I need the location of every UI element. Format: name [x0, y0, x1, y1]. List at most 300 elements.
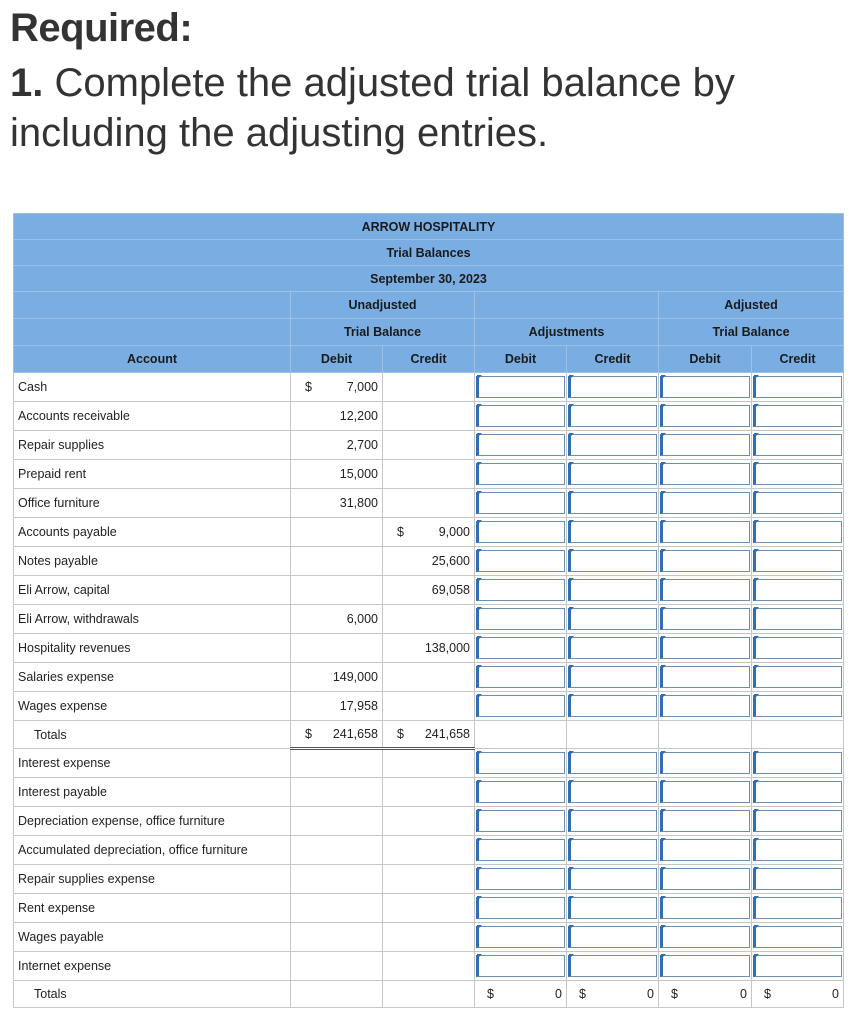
unadj-debit-amount: [291, 518, 383, 547]
adj-debit-input[interactable]: [476, 550, 565, 572]
adj-credit-cell: [567, 402, 659, 431]
currency-symbol: $: [397, 727, 404, 741]
currency-symbol: $: [671, 987, 678, 1001]
account-name: Eli Arrow, capital: [14, 576, 291, 605]
unadj-credit-amount: [383, 373, 475, 402]
table-row: [14, 518, 844, 547]
account-name: Hospitality revenues: [14, 634, 291, 663]
adj-debit-cell: [475, 663, 567, 692]
adj-credit-cell: [567, 634, 659, 663]
adj-credit-cell: [567, 749, 659, 778]
adj-credit-cell: [567, 952, 659, 981]
entry-marker-icon: [477, 954, 482, 959]
atb-debit-input[interactable]: [660, 405, 750, 427]
adj-credit-input[interactable]: [568, 752, 657, 774]
adj-credit-cell: [567, 663, 659, 692]
amount: 0: [832, 987, 839, 1001]
entry-marker-icon: [477, 665, 482, 670]
entry-marker-icon: [477, 491, 482, 496]
table-row: [14, 836, 844, 865]
col-account: Account: [14, 346, 291, 373]
atb-credit-input[interactable]: [753, 695, 842, 717]
trial-balance-table: [13, 213, 844, 1008]
atb-credit-input[interactable]: [753, 926, 842, 948]
atb-credit-cell: [752, 865, 844, 894]
atb-debit-input[interactable]: [660, 810, 750, 832]
adj-debit-input[interactable]: [476, 521, 565, 543]
atb-debit-input[interactable]: [660, 637, 750, 659]
entry-marker-icon: [661, 954, 666, 959]
unadj-debit-amount: [291, 576, 383, 605]
entry-marker-icon: [661, 578, 666, 583]
col-adj-credit: Credit: [567, 346, 659, 373]
table-row: [14, 923, 844, 952]
atb-debit-input[interactable]: [660, 926, 750, 948]
adj-debit-input[interactable]: [476, 897, 565, 919]
adj-debit-input[interactable]: [476, 926, 565, 948]
entry-marker-icon: [661, 751, 666, 756]
entry-marker-icon: [477, 636, 482, 641]
adj-credit-input[interactable]: [568, 695, 657, 717]
entry-marker-icon: [754, 578, 759, 583]
adj-credit-cell: [567, 431, 659, 460]
totals-label: Totals: [14, 981, 291, 1008]
adj-debit-input[interactable]: [476, 463, 565, 485]
adj-debit-cell: [475, 952, 567, 981]
item-text: Complete the adjusted trial balance by including the adjusting entries.: [10, 61, 735, 155]
entry-marker-icon: [661, 433, 666, 438]
entry-marker-icon: [754, 751, 759, 756]
atb-debit-total: [659, 981, 752, 1008]
adj-credit-input[interactable]: [568, 955, 657, 977]
adj-debit-cell: [475, 576, 567, 605]
atb-credit-input[interactable]: [753, 897, 842, 919]
table-row: [14, 402, 844, 431]
entry-marker-icon: [754, 694, 759, 699]
atb-debit-input[interactable]: [660, 839, 750, 861]
group-adjustments: Adjustments: [475, 319, 659, 346]
adj-credit-cell: [567, 778, 659, 807]
final-totals-row: [14, 981, 844, 1008]
group-unadjusted-tb: Trial Balance: [291, 319, 475, 346]
col-unadj-debit: Debit: [291, 346, 383, 373]
atb-credit-cell: [752, 460, 844, 489]
entry-marker-icon: [569, 694, 574, 699]
atb-credit-cell: [752, 778, 844, 807]
entry-marker-icon: [477, 925, 482, 930]
adj-debit-input[interactable]: [476, 752, 565, 774]
blank-cell: [659, 721, 752, 749]
account-name: Internet expense: [14, 952, 291, 981]
atb-credit-input[interactable]: [753, 810, 842, 832]
amount: 241,658: [424, 727, 470, 741]
table-row: [14, 547, 844, 576]
atb-credit-cell: [752, 431, 844, 460]
adj-credit-cell: [567, 923, 659, 952]
account-name: Rent expense: [14, 894, 291, 923]
atb-debit-cell: [659, 489, 752, 518]
group-adjusted: Adjusted: [659, 292, 844, 319]
blank-cell: [475, 721, 567, 749]
item-number: 1.: [10, 61, 44, 105]
adj-debit-input[interactable]: [476, 868, 565, 890]
blank-cell: [383, 923, 475, 952]
atb-debit-input[interactable]: [660, 608, 750, 630]
adj-debit-cell: [475, 402, 567, 431]
atb-debit-input[interactable]: [660, 579, 750, 601]
blank-cell: [291, 836, 383, 865]
totals-label: Totals: [14, 721, 291, 749]
currency-symbol: $: [764, 987, 771, 1001]
required-heading: Required:: [10, 6, 193, 50]
entry-marker-icon: [569, 838, 574, 843]
atb-credit-cell: [752, 923, 844, 952]
adj-debit-input[interactable]: [476, 955, 565, 977]
atb-debit-cell: [659, 431, 752, 460]
adj-debit-input[interactable]: [476, 608, 565, 630]
entry-marker-icon: [661, 867, 666, 872]
table-row: [14, 952, 844, 981]
atb-credit-input[interactable]: [753, 579, 842, 601]
atb-debit-input[interactable]: [660, 868, 750, 890]
entry-marker-icon: [754, 809, 759, 814]
account-name: Prepaid rent: [14, 460, 291, 489]
adj-credit-cell: [567, 865, 659, 894]
entry-marker-icon: [661, 607, 666, 612]
atb-debit-input[interactable]: [660, 752, 750, 774]
table-row: [14, 807, 844, 836]
atb-credit-input[interactable]: [753, 752, 842, 774]
unadj-debit-total: [291, 721, 383, 749]
adj-debit-input[interactable]: [476, 695, 565, 717]
adj-credit-input[interactable]: [568, 463, 657, 485]
adj-debit-input[interactable]: [476, 637, 565, 659]
currency-symbol: $: [305, 727, 312, 741]
entry-marker-icon: [754, 780, 759, 785]
atb-credit-cell: [752, 634, 844, 663]
entry-marker-icon: [754, 404, 759, 409]
entry-marker-icon: [569, 896, 574, 901]
atb-credit-input[interactable]: [753, 492, 842, 514]
adj-credit-total: [567, 981, 659, 1008]
amount: 149,000: [332, 670, 378, 684]
adj-debit-input[interactable]: [476, 781, 565, 803]
blank-cell: [291, 778, 383, 807]
entry-marker-icon: [661, 549, 666, 554]
unadj-credit-amount: [383, 402, 475, 431]
table-row: [14, 373, 844, 402]
entry-marker-icon: [569, 404, 574, 409]
adj-debit-input[interactable]: [476, 839, 565, 861]
unadj-debit-amount: [291, 373, 383, 402]
adj-debit-input[interactable]: [476, 666, 565, 688]
unadj-credit-amount: [383, 547, 475, 576]
atb-credit-input[interactable]: [753, 463, 842, 485]
atb-credit-input[interactable]: [753, 608, 842, 630]
entry-marker-icon: [477, 549, 482, 554]
atb-debit-cell: [659, 923, 752, 952]
adj-credit-input[interactable]: [568, 405, 657, 427]
account-name: Notes payable: [14, 547, 291, 576]
entry-marker-icon: [661, 925, 666, 930]
entry-marker-icon: [754, 954, 759, 959]
entry-marker-icon: [477, 867, 482, 872]
adj-debit-cell: [475, 373, 567, 402]
account-name: Accounts receivable: [14, 402, 291, 431]
atb-debit-cell: [659, 402, 752, 431]
amount: 69,058: [431, 583, 470, 597]
header-blank: [14, 319, 291, 346]
entry-marker-icon: [754, 665, 759, 670]
adj-credit-cell: [567, 894, 659, 923]
amount: 17,958: [339, 699, 378, 713]
entry-marker-icon: [661, 404, 666, 409]
entry-marker-icon: [661, 780, 666, 785]
amount: 31,800: [339, 496, 378, 510]
entry-marker-icon: [569, 780, 574, 785]
unadj-credit-amount: [383, 576, 475, 605]
table-row: [14, 865, 844, 894]
blank-cell: [291, 807, 383, 836]
adj-credit-input[interactable]: [568, 637, 657, 659]
table-row: [14, 605, 844, 634]
atb-credit-input[interactable]: [753, 550, 842, 572]
adj-credit-input[interactable]: [568, 376, 657, 398]
atb-debit-input[interactable]: [660, 666, 750, 688]
blank-cell: [383, 778, 475, 807]
amount: 241,658: [332, 727, 378, 741]
entry-marker-icon: [477, 838, 482, 843]
amount: 0: [740, 987, 747, 1001]
entry-marker-icon: [477, 375, 482, 380]
atb-credit-cell: [752, 692, 844, 721]
entry-marker-icon: [661, 491, 666, 496]
adj-credit-input[interactable]: [568, 434, 657, 456]
table-row: [14, 431, 844, 460]
atb-debit-cell: [659, 952, 752, 981]
entry-marker-icon: [661, 636, 666, 641]
col-atb-credit: Credit: [752, 346, 844, 373]
adj-debit-cell: [475, 460, 567, 489]
atb-debit-input[interactable]: [660, 695, 750, 717]
entry-marker-icon: [661, 665, 666, 670]
amount: 12,200: [339, 409, 378, 423]
atb-debit-cell: [659, 605, 752, 634]
adj-credit-cell: [567, 460, 659, 489]
atb-credit-input[interactable]: [753, 376, 842, 398]
unadj-debit-amount: [291, 663, 383, 692]
blank-cell: [291, 865, 383, 894]
blank-cell: [383, 836, 475, 865]
entry-marker-icon: [754, 838, 759, 843]
blank-cell: [383, 894, 475, 923]
table-row: [14, 489, 844, 518]
atb-debit-cell: [659, 373, 752, 402]
adj-credit-input[interactable]: [568, 810, 657, 832]
entry-marker-icon: [569, 636, 574, 641]
adj-credit-cell: [567, 489, 659, 518]
adj-debit-cell: [475, 431, 567, 460]
entry-marker-icon: [477, 607, 482, 612]
adj-credit-input[interactable]: [568, 926, 657, 948]
adj-debit-input[interactable]: [476, 810, 565, 832]
adj-credit-input[interactable]: [568, 781, 657, 803]
atb-debit-cell: [659, 547, 752, 576]
adj-credit-cell: [567, 807, 659, 836]
adj-debit-cell: [475, 923, 567, 952]
header-blank: [14, 292, 291, 319]
table-row: [14, 749, 844, 778]
entry-marker-icon: [569, 867, 574, 872]
adj-credit-cell: [567, 576, 659, 605]
atb-debit-cell: [659, 778, 752, 807]
atb-debit-input[interactable]: [660, 550, 750, 572]
atb-credit-input[interactable]: [753, 839, 842, 861]
table-row: [14, 663, 844, 692]
amount: 9,000: [438, 525, 470, 539]
entry-marker-icon: [477, 433, 482, 438]
atb-credit-input[interactable]: [753, 521, 842, 543]
table-row: [14, 634, 844, 663]
entry-marker-icon: [661, 520, 666, 525]
atb-debit-input[interactable]: [660, 376, 750, 398]
entry-marker-icon: [477, 578, 482, 583]
entry-marker-icon: [754, 375, 759, 380]
entry-marker-icon: [569, 375, 574, 380]
account-name: Office furniture: [14, 489, 291, 518]
group-adjusted-tb: Trial Balance: [659, 319, 844, 346]
atb-credit-cell: [752, 518, 844, 547]
atb-credit-input[interactable]: [753, 781, 842, 803]
adj-credit-input[interactable]: [568, 839, 657, 861]
adj-credit-input[interactable]: [568, 492, 657, 514]
blank-cell: [291, 923, 383, 952]
atb-credit-cell: [752, 836, 844, 865]
atb-debit-input[interactable]: [660, 521, 750, 543]
unadj-credit-amount: [383, 518, 475, 547]
unadj-debit-amount: [291, 460, 383, 489]
entry-marker-icon: [754, 925, 759, 930]
atb-debit-input[interactable]: [660, 463, 750, 485]
entry-marker-icon: [661, 375, 666, 380]
adj-credit-input[interactable]: [568, 550, 657, 572]
atb-credit-cell: [752, 807, 844, 836]
atb-credit-cell: [752, 489, 844, 518]
adj-debit-cell: [475, 807, 567, 836]
adj-debit-input[interactable]: [476, 376, 565, 398]
adj-debit-input[interactable]: [476, 405, 565, 427]
adj-debit-cell: [475, 605, 567, 634]
adj-debit-input[interactable]: [476, 492, 565, 514]
entry-marker-icon: [569, 433, 574, 438]
entry-marker-icon: [754, 607, 759, 612]
unadj-debit-amount: [291, 547, 383, 576]
entry-marker-icon: [569, 520, 574, 525]
blank-cell: [383, 749, 475, 778]
account-name: Accumulated depreciation, office furniture: [14, 836, 291, 865]
adj-credit-cell: [567, 547, 659, 576]
atb-credit-input[interactable]: [753, 637, 842, 659]
account-name: Interest payable: [14, 778, 291, 807]
atb-credit-input[interactable]: [753, 405, 842, 427]
adj-credit-input[interactable]: [568, 521, 657, 543]
atb-debit-cell: [659, 634, 752, 663]
unadj-credit-amount: [383, 460, 475, 489]
adj-credit-cell: [567, 692, 659, 721]
amount: 0: [647, 987, 654, 1001]
unadj-debit-amount: [291, 634, 383, 663]
entry-marker-icon: [477, 694, 482, 699]
adj-debit-input[interactable]: [476, 579, 565, 601]
adj-credit-input[interactable]: [568, 897, 657, 919]
atb-debit-input[interactable]: [660, 781, 750, 803]
col-adj-debit: Debit: [475, 346, 567, 373]
atb-debit-input[interactable]: [660, 434, 750, 456]
unadj-credit-total: [383, 721, 475, 749]
atb-debit-input[interactable]: [660, 955, 750, 977]
entry-marker-icon: [569, 925, 574, 930]
table-row: [14, 778, 844, 807]
unadj-credit-amount: [383, 489, 475, 518]
adj-credit-input[interactable]: [568, 666, 657, 688]
entry-marker-icon: [477, 520, 482, 525]
atb-debit-input[interactable]: [660, 897, 750, 919]
atb-credit-cell: [752, 894, 844, 923]
entry-marker-icon: [754, 549, 759, 554]
entry-marker-icon: [569, 954, 574, 959]
entry-marker-icon: [661, 896, 666, 901]
entry-marker-icon: [754, 491, 759, 496]
amount: 2,700: [346, 438, 378, 452]
blank-cell: [383, 981, 475, 1008]
account-name: Wages expense: [14, 692, 291, 721]
adj-credit-cell: [567, 373, 659, 402]
atb-credit-input[interactable]: [753, 434, 842, 456]
col-unadj-credit: Credit: [383, 346, 475, 373]
adj-debit-cell: [475, 836, 567, 865]
adj-credit-input[interactable]: [568, 608, 657, 630]
blank-cell: [291, 952, 383, 981]
currency-symbol: $: [487, 987, 494, 1001]
atb-credit-input[interactable]: [753, 868, 842, 890]
blank-cell: [383, 807, 475, 836]
adj-debit-cell: [475, 518, 567, 547]
entry-marker-icon: [754, 896, 759, 901]
atb-credit-cell: [752, 749, 844, 778]
col-atb-debit: Debit: [659, 346, 752, 373]
table-row: [14, 576, 844, 605]
unadj-debit-amount: [291, 431, 383, 460]
trial-balance-worksheet: [13, 213, 844, 1008]
adj-credit-input[interactable]: [568, 579, 657, 601]
adj-credit-input[interactable]: [568, 868, 657, 890]
unadjusted-totals-row: [14, 721, 844, 749]
atb-credit-input[interactable]: [753, 955, 842, 977]
adj-credit-cell: [567, 518, 659, 547]
adj-debit-input[interactable]: [476, 434, 565, 456]
atb-credit-input[interactable]: [753, 666, 842, 688]
atb-credit-cell: [752, 952, 844, 981]
atb-credit-cell: [752, 402, 844, 431]
unadj-debit-amount: [291, 605, 383, 634]
atb-debit-input[interactable]: [660, 492, 750, 514]
entry-marker-icon: [569, 549, 574, 554]
blank-cell: [291, 894, 383, 923]
report-title: Trial Balances: [14, 240, 844, 266]
report-date: September 30, 2023: [14, 266, 844, 292]
adj-debit-cell: [475, 894, 567, 923]
entry-marker-icon: [569, 462, 574, 467]
